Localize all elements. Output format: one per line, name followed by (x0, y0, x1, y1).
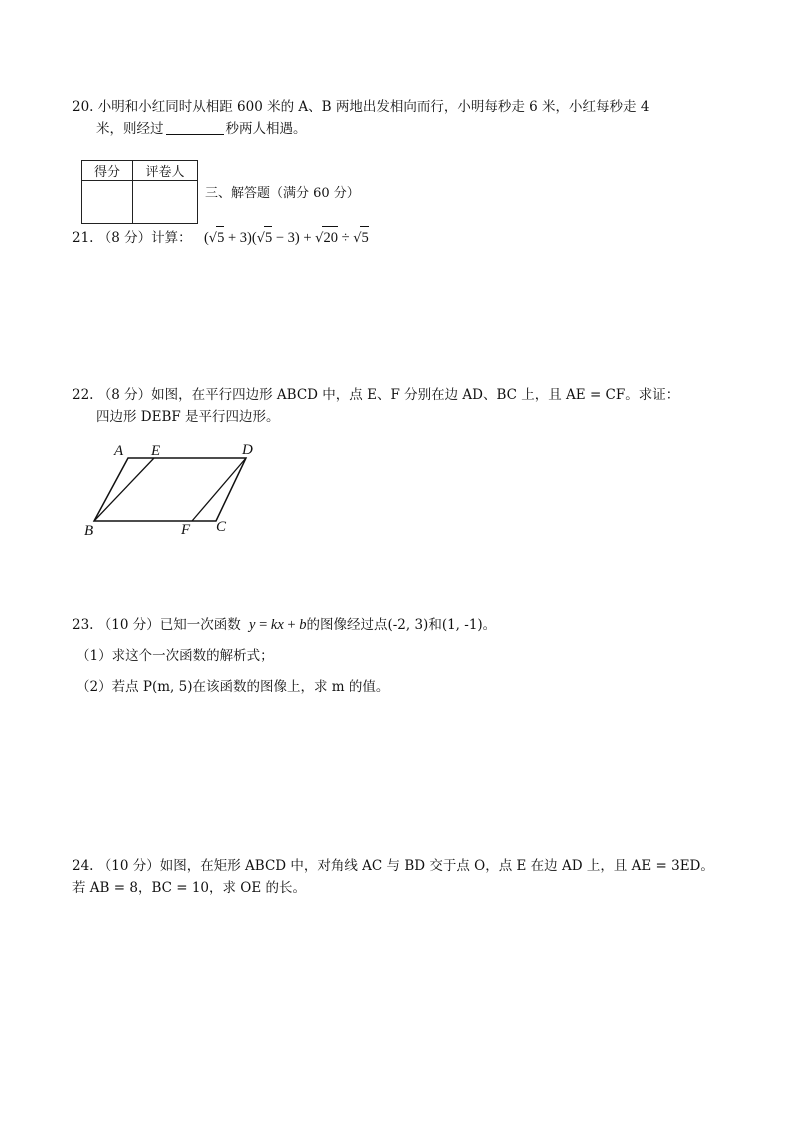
question-20-text-b: 秒两人相遇。 (225, 121, 307, 137)
var-y: y (249, 617, 256, 633)
radical-sign: √ (353, 231, 362, 246)
answer-blank (166, 120, 224, 135)
grader-header: 评卷人 (133, 161, 198, 181)
question-21 (72, 226, 369, 250)
score-box (81, 160, 198, 224)
question-23-line1 (72, 614, 496, 636)
segment-df (192, 458, 246, 521)
segment-be (94, 458, 154, 521)
radicand: 5 (216, 226, 224, 249)
question-24-line2: 若 AB = 8，BC = 10，求 OE 的长。 (72, 880, 307, 896)
label-f: F (181, 522, 191, 538)
var-x: x (277, 617, 284, 633)
radical-sign: √ (208, 231, 218, 246)
question-21-prefix: 21. （8 分）计算： (72, 230, 192, 246)
label-e: E (151, 443, 161, 459)
score-header: 得分 (82, 161, 133, 181)
grader-cell (133, 181, 198, 224)
section-3-title: 三、解答题（满分 60 分） (205, 186, 360, 201)
radicand: 5 (264, 226, 272, 249)
expr-part: + 3)( (224, 230, 257, 246)
question-22-line1: 22. （8 分）如图，在平行四边形 ABCD 中，点 E、F 分别在边 AD、BC 上，且 AE = CF。求证： (72, 387, 680, 403)
radical-sign: √ (256, 231, 265, 246)
label-d: D (242, 442, 253, 458)
radicand: 5 (360, 226, 368, 249)
question-20-line1: 20. 小明和小红同时从相距 600 米的 A、B 两地出发相向而行，小明每秒走 6 米，小红每秒走 4 (72, 99, 650, 115)
label-a: A (114, 443, 124, 459)
question-23-formula (249, 617, 306, 633)
expr-part: ÷ (337, 230, 354, 246)
eq-sign: = (255, 617, 271, 633)
parallelogram-abcd (94, 458, 246, 521)
radicand: 20 (322, 226, 338, 249)
parallelogram-figure (80, 438, 270, 543)
label-b: B (84, 523, 94, 539)
var-k: k (270, 617, 278, 633)
question-20-line2 (96, 118, 307, 140)
question-20-text-a: 米，则经过 (96, 121, 164, 137)
expr-part: − 3) + (272, 230, 316, 246)
question-23-part2: （2）若点 P(m, 5)在该函数的图像上，求 m 的值。 (76, 679, 390, 695)
question-23-suffix: 的图像经过点(-2, 3)和(1, -1)。 (306, 617, 497, 633)
expr-part: ( (203, 230, 209, 246)
question-21-expression (204, 230, 369, 246)
label-c: C (216, 519, 227, 535)
score-cell (82, 181, 133, 224)
var-b: b (299, 617, 307, 633)
question-23-part1: （1）求这个一次函数的解析式； (76, 648, 274, 664)
question-23-prefix: 23. （10 分）已知一次函数 (72, 617, 241, 633)
radical-sign: √ (315, 231, 324, 246)
plus-sign: + (283, 617, 300, 633)
question-22-line2: 四边形 DEBF 是平行四边形。 (96, 409, 280, 425)
question-24-line1: 24. （10 分）如图，在矩形 ABCD 中，对角线 AC 与 BD 交于点 O，点 E 在边 AD 上，且 AE = 3ED。 (72, 858, 714, 874)
